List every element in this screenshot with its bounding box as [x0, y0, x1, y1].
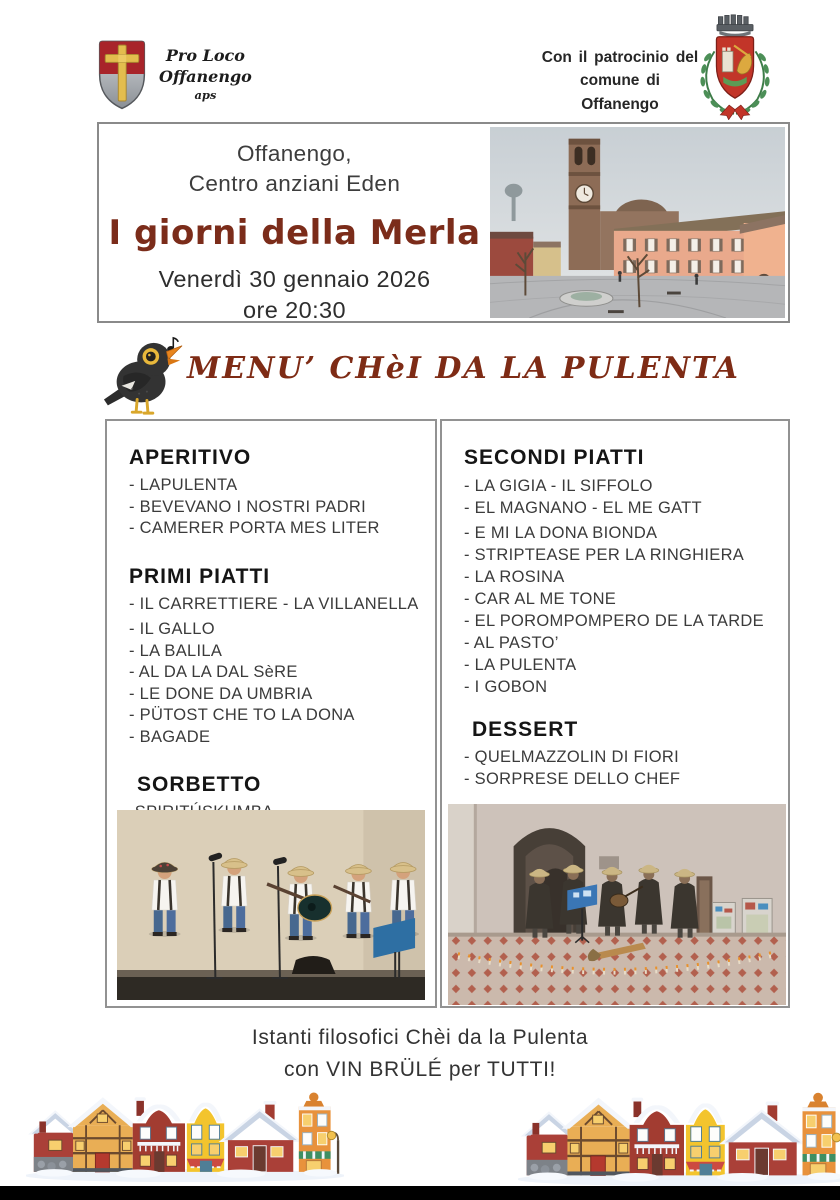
menu-item: - QUELMAZZOLIN DI FIORI	[464, 748, 679, 766]
menu-item: - E MI LA DONA BIONDA	[464, 524, 658, 542]
footer-caption	[0, 1022, 840, 1085]
menu-section-title: APERITIVO	[129, 446, 252, 469]
menu-item: - LA BALILA	[129, 641, 223, 660]
singing-blackbird-icon	[100, 335, 188, 419]
proloco-wordmark	[159, 45, 252, 104]
event-location-line1: Offanengo,	[237, 141, 352, 166]
menu-item: - BAGADE	[129, 727, 211, 746]
patronage-text	[540, 46, 700, 116]
caption-line2: con VIN BRÜLÉ per TUTTI!	[284, 1057, 556, 1081]
menu-item: - BEVEVANO I NOSTRI PADRI	[129, 497, 367, 516]
event-location-line2: Centro anziani Eden	[188, 170, 401, 196]
event-date: Venerdì 30 gennaio 2026	[158, 266, 431, 293]
menu-item: - SORPRESE DELLO CHEF	[464, 769, 681, 788]
menu-item: - CAR AL ME TONE	[464, 590, 617, 608]
winter-village-houses-illustration	[518, 1086, 840, 1188]
comune-offanengo-coat-of-arms-icon	[694, 12, 776, 120]
event-text	[99, 124, 490, 321]
portico-candles-singers-photo	[448, 804, 786, 1005]
menu-item: - EL POROMPOMPERO DE LA TARDE	[464, 612, 764, 630]
bottom-black-bar	[0, 1186, 840, 1200]
menu-item: - LA ROSINA	[464, 568, 565, 586]
menu-section-title: SORBETTO	[137, 773, 262, 796]
menu-item: - LA PULENTA	[464, 656, 577, 674]
menu-item: - IL GALLO	[129, 620, 215, 638]
event-info-box	[97, 122, 790, 323]
menu-item: - LAPULENTA	[129, 476, 238, 494]
menu-section-aperitivo	[129, 446, 435, 540]
proloco-line3: aps	[194, 87, 217, 102]
menu-section-dessert	[464, 718, 788, 790]
menu-item: - AL DA LA DAL SèRE	[129, 663, 298, 681]
proloco-logo	[95, 36, 252, 112]
menu-section-primi	[129, 565, 435, 749]
event-time: ore 20:30	[243, 296, 346, 323]
menu-section-title: DESSERT	[472, 718, 579, 741]
menu-item: - STRIPTEASE PER LA RINGHIERA	[464, 546, 745, 564]
proloco-shield-icon	[95, 36, 149, 112]
menu-section-title: SECONDI PIATTI	[464, 446, 645, 469]
menu-item: - LA GIGIA - IL SIFFOLO	[464, 477, 653, 495]
offanengo-town-square-bell-tower-photo	[490, 127, 785, 318]
menu-item: - CAMERER PORTA MES LITER	[129, 519, 380, 537]
event-title: I giorni della Merla	[108, 213, 481, 254]
patronage-line1: Con il patrocinio del	[541, 49, 699, 66]
menu-heading: MENU’ CHèI DA LA PULENTA	[187, 351, 740, 386]
menu-item: - AL PASTO’	[464, 634, 559, 652]
proloco-line2: Offanengo	[159, 67, 252, 87]
proloco-line1: Pro Loco	[165, 45, 245, 65]
menu-item: - EL MAGNANO - EL ME GATT	[464, 499, 702, 517]
menu-item: - IL CARRETTIERE - LA VILLANELLA	[129, 594, 419, 613]
winter-village-houses-illustration	[26, 1086, 344, 1184]
caption-line1: Istanti filosofici Chèi da la Pulenta	[251, 1026, 589, 1049]
menu-section-secondi	[464, 446, 788, 698]
menu-item: - PÜTOST CHE TO LA DONA	[129, 706, 355, 724]
menu-item: - LE DONE DA UMBRIA	[129, 684, 313, 703]
menu-item: - I GOBON	[464, 678, 548, 696]
patronage-line2: comune di Offanengo	[579, 72, 660, 113]
menu-section-title: PRIMI PIATTI	[129, 564, 271, 588]
musicians-straw-hats-photo	[117, 810, 425, 1000]
